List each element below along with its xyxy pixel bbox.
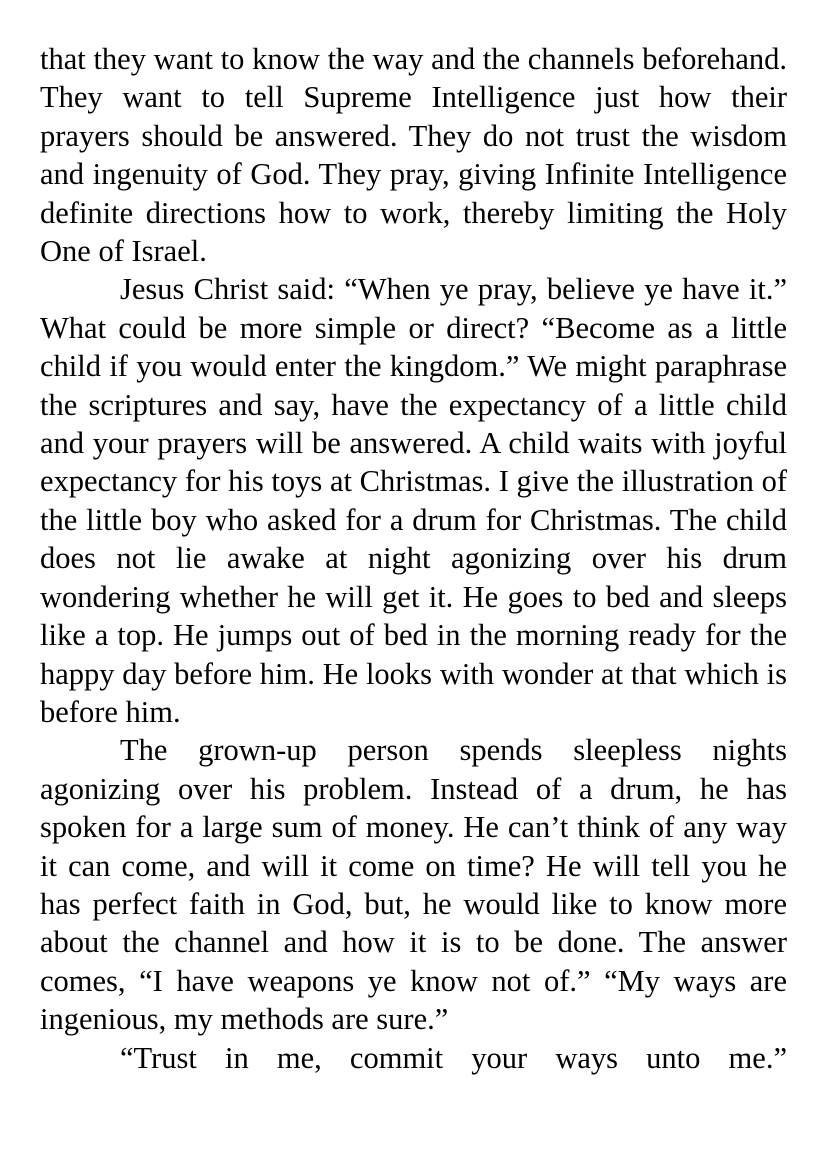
paragraph-grown-up-person: The grown-up person spends sleepless nights agonizing over his problem. Instead of a drum, he has spoken for a large sum of money. He can’t think of any way it can come, and will it come on time? He will tell you he has perfect faith in God, but, he would like to know more about the channel and how it is to be done. The answer comes, “I have weapons ye know not of.” “My ways are ingenious, my methods are sure.” bbox=[40, 733, 787, 1037]
paragraph-jesus-christ-said: Jesus Christ said: “When ye pray, believe ye have it.” What could be more simple or direct? “Become as a little child if you would enter the kingdom.” We might paraphrase the scriptures and say, have the expectancy of a little child and your prayers will be answered. A child waits with joyful expectancy for his toys at Christmas. I give the illustration of the little boy who asked for a drum for Christmas. The child does not lie awake at night agonizing over his drum wondering whether he will get it. He goes to bed and sleeps like a top. He jumps out of bed in the morning ready for the happy day before him. He looks with wonder at that which is before him. bbox=[40, 272, 787, 729]
paragraph-trust-in-me: “Trust in me, commit your ways unto me.” bbox=[120, 1040, 787, 1075]
document-page bbox=[40, 40, 787, 1077]
paragraph-continuation: that they want to know the way and the channels beforehand. They want to tell Supreme Intelligence just how their prayers should be answered. They do not trust the wisdom and ingenuity of God. They pray, giving Infinite Intelligence definite directions how to work, thereby limiting the Holy One of Israel. bbox=[40, 42, 787, 269]
